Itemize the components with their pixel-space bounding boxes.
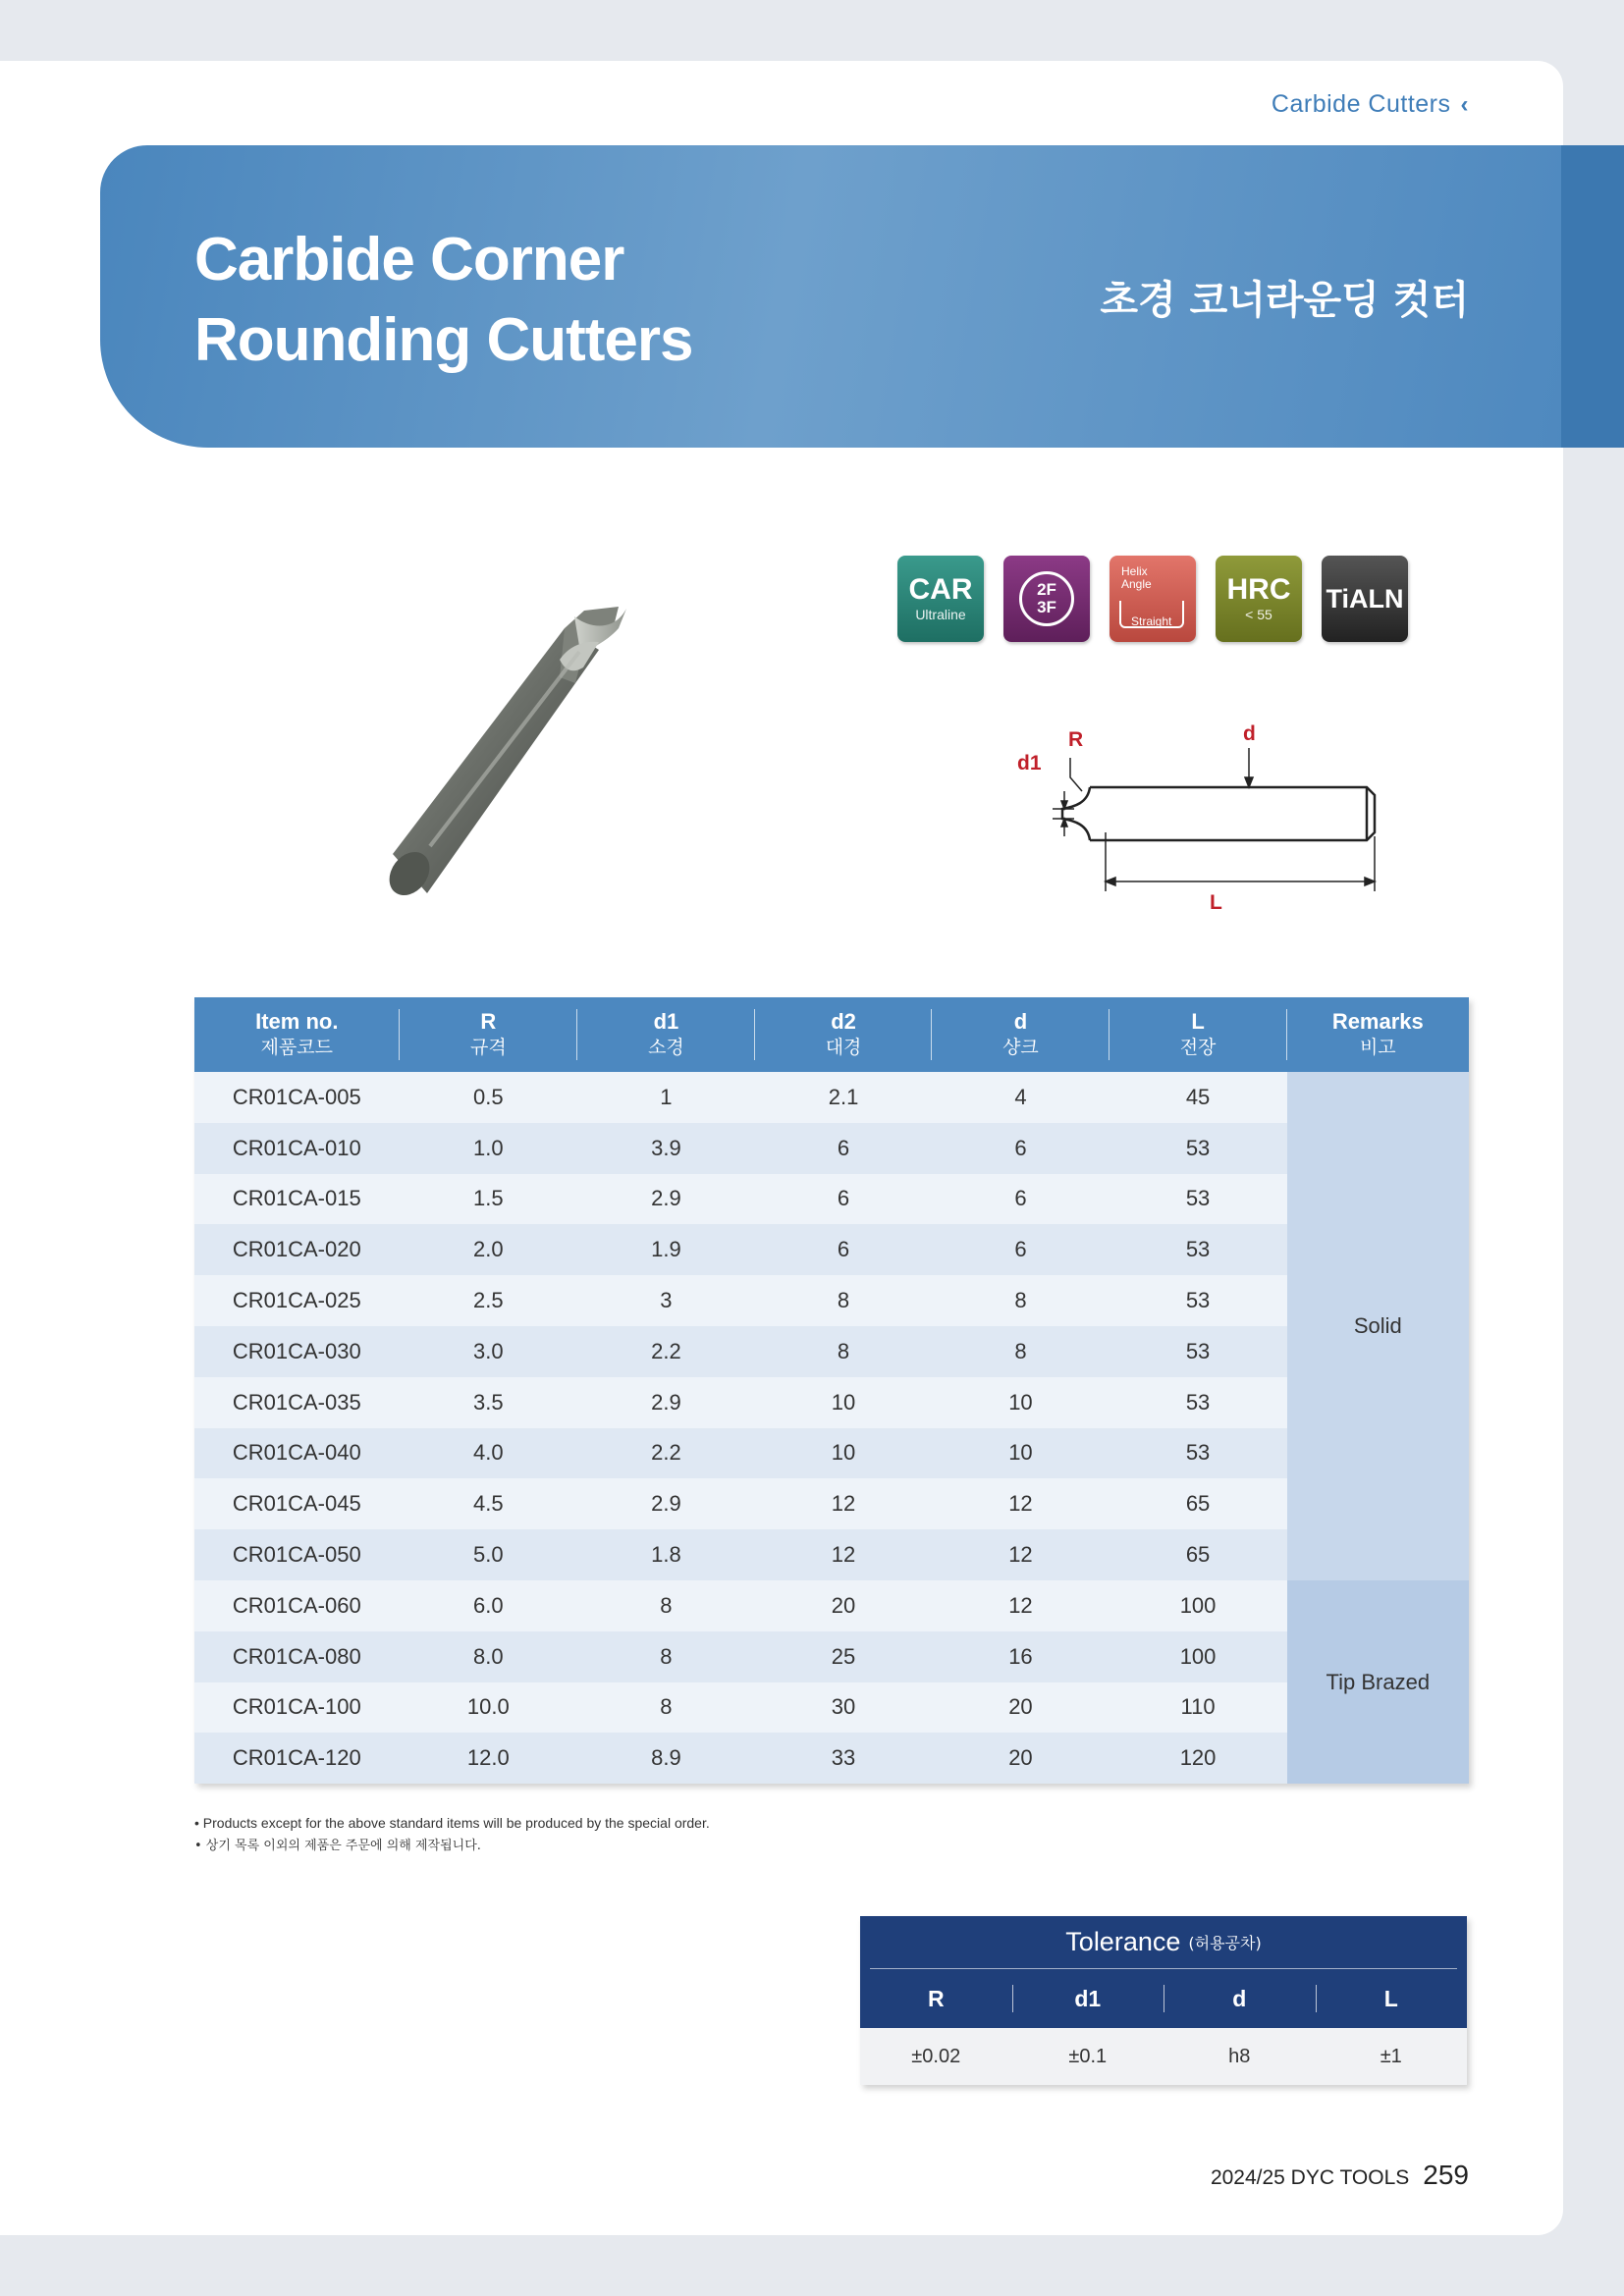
table-row	[194, 1733, 1469, 1784]
page-footer: 2024/25 DYC TOOLS 259	[1210, 2160, 1469, 2190]
table-cell: 53	[1110, 1224, 1287, 1275]
table-cell: 6	[755, 1174, 933, 1225]
table-cell: 6.0	[400, 1580, 578, 1631]
header-remarks: Remarks 비고	[1287, 997, 1469, 1072]
table-cell: 100	[1110, 1631, 1287, 1682]
header-r: R 규격	[400, 997, 578, 1072]
table-cell: 4.0	[400, 1428, 578, 1479]
table-cell: 30	[755, 1682, 933, 1734]
table-row	[194, 1377, 1469, 1428]
chevron-left-icon: ‹	[1460, 90, 1469, 118]
table-cell: 20	[932, 1733, 1109, 1784]
dimension-diagram	[1003, 709, 1400, 925]
tolerance-title: Tolerance (허용공차)	[870, 1916, 1457, 1969]
table-cell: 110	[1110, 1682, 1287, 1734]
table-cell: CR01CA-020	[194, 1224, 400, 1275]
table-cell: 4.5	[400, 1478, 578, 1529]
table-cell: 8	[932, 1275, 1109, 1326]
table-cell: 12	[755, 1478, 933, 1529]
remark-solid: Solid	[1287, 1072, 1469, 1580]
table-cell: 8	[577, 1580, 755, 1631]
badge-carbide-ultraline: CAR Ultraline	[897, 556, 984, 642]
table-cell: 12	[932, 1478, 1109, 1529]
table-cell: 1.5	[400, 1174, 578, 1225]
table-cell: 16	[932, 1631, 1109, 1682]
table-row	[194, 1275, 1469, 1326]
tolerance-col-d: d	[1164, 1969, 1316, 2028]
table-row	[194, 1478, 1469, 1529]
table-cell: 1.0	[400, 1123, 578, 1174]
table-cell: 8	[577, 1631, 755, 1682]
badge-flutes	[1003, 556, 1090, 642]
section-label: Carbide Cutters ‹	[1271, 90, 1469, 118]
table-cell: CR01CA-015	[194, 1174, 400, 1225]
table-cell: 10	[932, 1377, 1109, 1428]
table-cell: CR01CA-120	[194, 1733, 400, 1784]
header-item-no: Item no. 제품코드	[194, 997, 400, 1072]
table-cell: 6	[932, 1224, 1109, 1275]
header-d2: d2 대경	[755, 997, 933, 1072]
table-cell: 6	[755, 1123, 933, 1174]
table-cell: 10	[932, 1428, 1109, 1479]
remark-tip-brazed: Tip Brazed	[1287, 1580, 1469, 1784]
table-cell: 25	[755, 1631, 933, 1682]
table-cell: CR01CA-080	[194, 1631, 400, 1682]
tolerance-val-l: ±1	[1380, 2045, 1402, 2067]
tolerance-val-d1: ±0.1	[1068, 2045, 1108, 2067]
tolerance-col-r: R	[927, 1985, 945, 2011]
table-cell: 6	[932, 1123, 1109, 1174]
page-title: Carbide Corner Rounding Cutters	[194, 226, 693, 374]
table-cell: 20	[755, 1580, 933, 1631]
table-cell: CR01CA-010	[194, 1123, 400, 1174]
table-cell: 6	[932, 1174, 1109, 1225]
table-cell: CR01CA-035	[194, 1377, 400, 1428]
header-l: L 전장	[1110, 997, 1287, 1072]
table-cell: CR01CA-045	[194, 1478, 400, 1529]
tool-photo	[373, 589, 697, 913]
table-cell: CR01CA-060	[194, 1580, 400, 1631]
table-cell: 2.9	[577, 1478, 755, 1529]
table-cell: 2.5	[400, 1275, 578, 1326]
table-cell: 0.5	[400, 1072, 578, 1123]
table-cell: 53	[1110, 1428, 1287, 1479]
table-cell: 2.0	[400, 1224, 578, 1275]
table-cell: CR01CA-100	[194, 1682, 400, 1734]
tolerance-value-row	[860, 2028, 1467, 2085]
table-cell: 12	[755, 1529, 933, 1580]
badge-hrc: HRC < 55	[1216, 556, 1302, 642]
table-cell: 10.0	[400, 1682, 578, 1734]
table-row	[194, 1529, 1469, 1580]
notes: • Products except for the above standard items will be produced by the special order. • 상기 목록 이외의 제품은 주문에 의해 제작됩니다.	[194, 1815, 710, 1853]
table-row	[194, 1580, 1469, 1631]
table-cell: CR01CA-030	[194, 1326, 400, 1377]
table-cell: 1.9	[577, 1224, 755, 1275]
table-cell: 3.9	[577, 1123, 755, 1174]
spec-table	[194, 997, 1469, 1784]
table-cell: CR01CA-005	[194, 1072, 400, 1123]
banner-edge	[1561, 145, 1624, 448]
table-cell: 2.9	[577, 1377, 755, 1428]
table-cell: 12	[932, 1529, 1109, 1580]
table-cell: 4	[932, 1072, 1109, 1123]
table-cell: 8.9	[577, 1733, 755, 1784]
table-cell: 1.8	[577, 1529, 755, 1580]
badge-coating-tialn: TiALN	[1322, 556, 1408, 642]
table-cell: 2.2	[577, 1428, 755, 1479]
table-cell: CR01CA-040	[194, 1428, 400, 1479]
table-cell: 8	[932, 1326, 1109, 1377]
table-cell: 2.1	[755, 1072, 933, 1123]
header-d: d 샹크	[932, 997, 1109, 1072]
badge-helix-angle: Helix Angle Straight	[1110, 556, 1196, 642]
table-cell: 1	[577, 1072, 755, 1123]
table-row	[194, 1631, 1469, 1682]
table-cell: 65	[1110, 1478, 1287, 1529]
page-number: 259	[1423, 2160, 1469, 2190]
table-cell: 10	[755, 1428, 933, 1479]
table-cell: 3.5	[400, 1377, 578, 1428]
table-cell: 10	[755, 1377, 933, 1428]
table-cell: 12.0	[400, 1733, 578, 1784]
table-cell: 12	[932, 1580, 1109, 1631]
table-cell: CR01CA-025	[194, 1275, 400, 1326]
table-row	[194, 1428, 1469, 1479]
table-row	[194, 1682, 1469, 1734]
table-row	[194, 1326, 1469, 1377]
page-title-korean: 초경 코너라운딩 컷터	[1100, 278, 1469, 323]
table-row	[194, 1072, 1469, 1123]
table-cell: 6	[755, 1224, 933, 1275]
tolerance-val-r: ±0.02	[911, 2045, 961, 2067]
table-cell: 33	[755, 1733, 933, 1784]
table-cell: 8	[755, 1275, 933, 1326]
flute-ring-icon: 2F 3F	[1019, 571, 1074, 626]
table-cell: 8	[755, 1326, 933, 1377]
table-cell: 45	[1110, 1072, 1287, 1123]
feature-badges	[897, 556, 1408, 642]
table-cell: 20	[932, 1682, 1109, 1734]
header-d1: d1 소경	[577, 997, 755, 1072]
table-cell: 53	[1110, 1275, 1287, 1326]
table-cell: 100	[1110, 1580, 1287, 1631]
table-cell: 2.9	[577, 1174, 755, 1225]
tolerance-val-d: h8	[1228, 2045, 1251, 2067]
table-cell: 53	[1110, 1326, 1287, 1377]
diagram-label-l: L	[1210, 891, 1222, 914]
diagram-label-r: R	[1068, 728, 1084, 751]
table-row	[194, 1174, 1469, 1225]
diagram-label-d1: d1	[1017, 752, 1042, 774]
table-cell: 8.0	[400, 1631, 578, 1682]
diagram-label-d: d	[1243, 722, 1256, 745]
table-cell: 8	[577, 1682, 755, 1734]
table-row	[194, 1224, 1469, 1275]
table-cell: 5.0	[400, 1529, 578, 1580]
table-cell: CR01CA-050	[194, 1529, 400, 1580]
table-cell: 2.2	[577, 1326, 755, 1377]
table-row	[194, 1123, 1469, 1174]
tolerance-header-row	[860, 1969, 1467, 2028]
table-cell: 120	[1110, 1733, 1287, 1784]
tolerance-col-l: L	[1316, 1969, 1468, 2028]
table-cell: 3.0	[400, 1326, 578, 1377]
table-cell: 3	[577, 1275, 755, 1326]
tolerance-col-d1: d1	[1012, 1969, 1164, 2028]
tolerance-table	[860, 1916, 1467, 2085]
table-cell: 53	[1110, 1123, 1287, 1174]
table-cell: 53	[1110, 1377, 1287, 1428]
table-cell: 53	[1110, 1174, 1287, 1225]
table-header-row	[194, 997, 1469, 1072]
table-cell: 65	[1110, 1529, 1287, 1580]
